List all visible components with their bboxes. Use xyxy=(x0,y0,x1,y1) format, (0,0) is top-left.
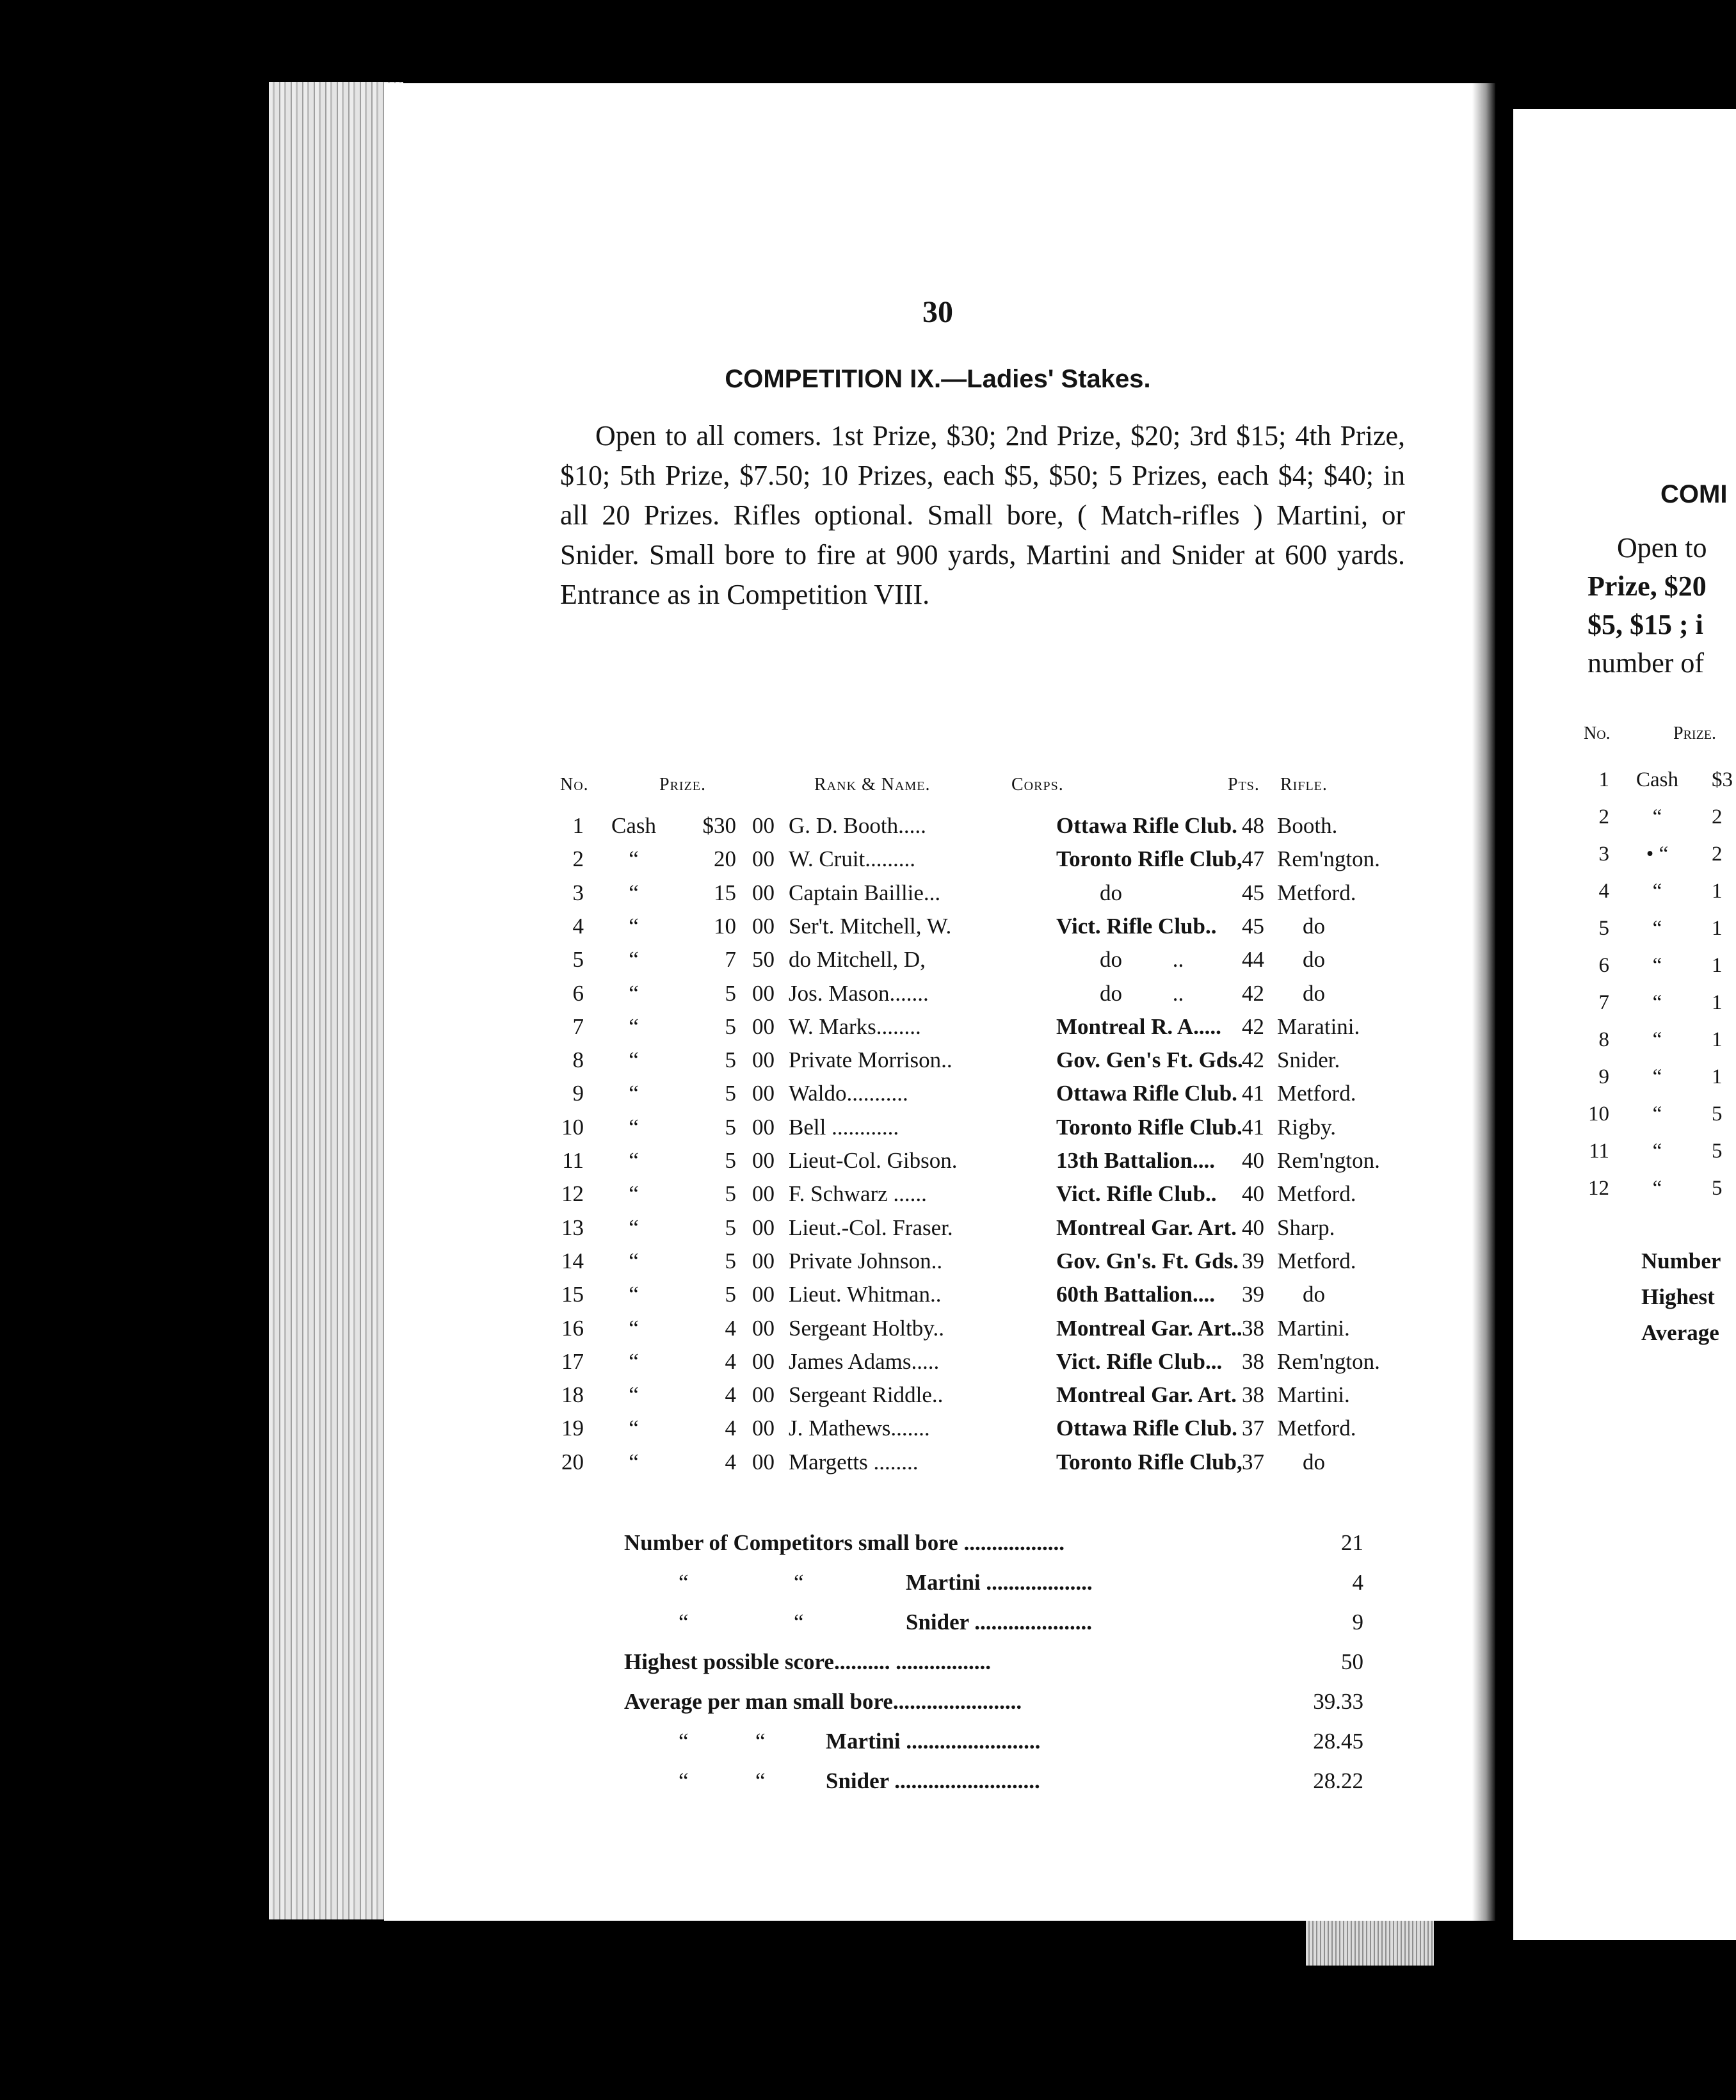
right-cell-no: 7 xyxy=(1598,991,1609,1014)
cell-cents: 50 xyxy=(752,947,775,973)
cell-rank-name: do Mitchell, D, xyxy=(789,947,926,973)
cell-rifle: do xyxy=(1303,1282,1325,1307)
summary-row xyxy=(384,1649,1491,1688)
cell-corps: Toronto Rifle Club. xyxy=(1056,1114,1242,1140)
right-cell-amount: 1 xyxy=(1712,917,1723,940)
summary-row xyxy=(384,1729,1491,1767)
cell-rank-name: W. Cruit......... xyxy=(789,846,916,872)
table-row xyxy=(384,981,1491,1014)
table-row xyxy=(384,1081,1491,1114)
cell-no: 15 xyxy=(561,1282,584,1307)
cell-rifle: Martini. xyxy=(1277,1315,1350,1341)
right-cell-no: 6 xyxy=(1598,954,1609,977)
cell-rank-name: Waldo........... xyxy=(789,1081,908,1106)
cell-cents: 00 xyxy=(752,1282,775,1307)
cell-no: 10 xyxy=(561,1114,584,1140)
cell-rank-name: Sergeant Holtby.. xyxy=(789,1315,945,1341)
competition-description: Open to all comers. 1st Prize, $30; 2nd Prize, $20; 3rd $15; 4th Prize, $10; 5th Prize, $7.50; 10 Prizes, each $5, $50; 5 Prizes, each $4; $40; in all 20 Prizes. Rifles optional. Small bore, ( Match-rifles ) Martini, or Snider. Small bore to fire at 900 yards, Martini and Snider at 600 yards. Entrance as in Competition VIII. xyxy=(560,420,1405,610)
page-stack-bottom xyxy=(1306,1921,1434,1966)
summary-row xyxy=(384,1570,1491,1608)
cell-corps: Montreal Gar. Art. xyxy=(1056,1215,1237,1240)
cell-rank-name: Margetts ........ xyxy=(789,1449,919,1474)
table-row xyxy=(384,846,1491,880)
table-row xyxy=(384,880,1491,914)
cell-rifle: Sharp. xyxy=(1277,1215,1335,1240)
cell-no: 14 xyxy=(561,1248,584,1273)
cell-pts: 37 xyxy=(1242,1416,1264,1441)
cell-cents: 00 xyxy=(752,913,775,939)
cell-rifle: Rem'ngton. xyxy=(1277,1148,1380,1173)
cell-corps: Vict. Rifle Club.. xyxy=(1056,913,1217,939)
cell-pts: 45 xyxy=(1242,880,1264,905)
cell-cents: 00 xyxy=(752,880,775,905)
right-cell-no: 11 xyxy=(1589,1140,1609,1163)
summary-value: 28.45 xyxy=(1313,1729,1363,1754)
cell-pts: 41 xyxy=(1242,1114,1264,1140)
cell-corps: Montreal R. A..... xyxy=(1056,1014,1221,1039)
cell-cents: 00 xyxy=(752,846,775,872)
cell-corps: Gov. Gn's. Ft. Gds. xyxy=(1056,1248,1239,1273)
ditto-mark: “ xyxy=(679,1570,689,1595)
cell-dollars: 15 xyxy=(714,880,736,905)
cell-rank-name: Sergeant Riddle.. xyxy=(789,1382,944,1408)
cell-cents: 00 xyxy=(752,1416,775,1441)
right-cell-no: 8 xyxy=(1598,1028,1609,1051)
table-row xyxy=(384,1248,1491,1282)
cell-no: 12 xyxy=(561,1181,584,1207)
summary-value: 39.33 xyxy=(1313,1689,1363,1714)
cell-pts: 42 xyxy=(1242,1014,1264,1039)
cell-no: 16 xyxy=(561,1315,584,1341)
cell-rank-name: Lieut.-Col. Fraser. xyxy=(789,1215,953,1240)
cell-rank-name: Private Morrison.. xyxy=(789,1047,952,1073)
cell-prize-type: “ xyxy=(629,1282,639,1307)
summary-value: 28.22 xyxy=(1313,1768,1363,1793)
cell-dollars: 5 xyxy=(725,1081,736,1106)
cell-dollars: 5 xyxy=(725,1014,736,1039)
cell-cents: 00 xyxy=(752,1348,775,1374)
cell-prize-type: “ xyxy=(629,1348,639,1374)
cell-pts: 47 xyxy=(1242,846,1264,872)
cell-prize-type: “ xyxy=(629,1449,639,1474)
cell-no: 6 xyxy=(572,980,584,1006)
cell-dollars: 10 xyxy=(714,913,736,939)
cell-rifle: Martini. xyxy=(1277,1382,1350,1408)
cell-corps: Ottawa Rifle Club. xyxy=(1056,1416,1237,1441)
cell-rank-name: G. D. Booth..... xyxy=(789,813,926,838)
cell-rifle: Rigby. xyxy=(1277,1114,1337,1140)
cell-corps: Toronto Rifle Club, xyxy=(1056,846,1242,872)
ditto-mark: “ xyxy=(679,1729,689,1754)
cell-prize-type: “ xyxy=(629,1416,639,1441)
summary-label: Snider .......................... xyxy=(826,1768,1040,1793)
cell-dollars: $30 xyxy=(702,813,736,838)
summary-row xyxy=(384,1610,1491,1648)
table-row xyxy=(384,1148,1491,1181)
cell-prize-type: “ xyxy=(629,1148,639,1173)
table-row xyxy=(384,1382,1491,1416)
cell-corps: do xyxy=(1100,880,1122,905)
cell-prize-type: “ xyxy=(629,1181,639,1207)
cell-pts: 37 xyxy=(1242,1449,1264,1474)
right-cell-amount: 2 xyxy=(1712,843,1723,866)
left-page xyxy=(384,83,1491,1921)
summary-value: 4 xyxy=(1352,1570,1363,1595)
right-page-title: COMI xyxy=(1660,480,1728,508)
summary-value: 9 xyxy=(1352,1610,1363,1635)
cell-prize-type: “ xyxy=(629,947,639,973)
cell-cents: 00 xyxy=(752,1215,775,1240)
cell-corps: do .. xyxy=(1100,980,1184,1006)
cell-no: 8 xyxy=(572,1047,584,1073)
right-cell-prize-type: “ xyxy=(1652,954,1662,977)
header-corps: Corps. xyxy=(1011,775,1064,795)
competition-title: COMPETITION IX.—Ladies' Stakes. xyxy=(725,365,1151,393)
page-number: 30 xyxy=(922,295,953,329)
right-cell-no: 9 xyxy=(1598,1065,1609,1088)
cell-corps: Ottawa Rifle Club. xyxy=(1056,1081,1237,1106)
cell-rifle: Metford. xyxy=(1277,1081,1356,1106)
right-cell-amount: 1 xyxy=(1712,880,1723,903)
header-rifle: Rifle. xyxy=(1280,775,1328,795)
summary-label: Martini ................... xyxy=(906,1570,1093,1595)
cell-prize-type: Cash xyxy=(611,813,656,838)
cell-pts: 38 xyxy=(1242,1382,1264,1408)
cell-corps: 60th Battalion.... xyxy=(1056,1282,1215,1307)
cell-no: 11 xyxy=(562,1148,584,1173)
cell-prize-type: “ xyxy=(629,980,639,1006)
cell-rank-name: Bell ............ xyxy=(789,1114,899,1140)
right-cell-amount: 2 xyxy=(1712,805,1723,828)
table-row xyxy=(384,1014,1491,1047)
cell-cents: 00 xyxy=(752,1148,775,1173)
cell-pts: 42 xyxy=(1242,980,1264,1006)
cell-rifle: do xyxy=(1303,947,1325,973)
summary-row xyxy=(384,1530,1491,1569)
right-cell-prize-type: “ xyxy=(1652,1140,1662,1163)
cell-rank-name: Lieut-Col. Gibson. xyxy=(789,1148,958,1173)
right-cell-amount: 1 xyxy=(1712,954,1723,977)
cell-rank-name: W. Marks........ xyxy=(789,1014,921,1039)
cell-no: 5 xyxy=(572,947,584,973)
ditto-mark: “ xyxy=(679,1768,689,1793)
right-cell-prize-type: “ xyxy=(1652,1177,1662,1200)
cell-cents: 00 xyxy=(752,1248,775,1273)
cell-rifle: do xyxy=(1303,913,1325,939)
summary-value: 21 xyxy=(1341,1530,1363,1555)
right-header-no: No. xyxy=(1584,723,1611,743)
right-cell-prize-type: “ xyxy=(1652,1102,1662,1126)
cell-no: 3 xyxy=(572,880,584,905)
cell-dollars: 5 xyxy=(725,980,736,1006)
cell-dollars: 4 xyxy=(725,1382,736,1408)
right-cell-prize-type: “ xyxy=(1652,991,1662,1014)
summary-row xyxy=(384,1768,1491,1807)
right-cell-amount: $3 xyxy=(1712,768,1733,791)
cell-no: 7 xyxy=(572,1014,584,1039)
cell-rifle: Metford. xyxy=(1277,880,1356,905)
cell-rank-name: Captain Baillie... xyxy=(789,880,941,905)
table-row xyxy=(384,1181,1491,1215)
cell-corps: 13th Battalion.... xyxy=(1056,1148,1215,1173)
cell-no: 18 xyxy=(561,1382,584,1408)
ditto-mark: “ xyxy=(755,1729,766,1754)
cell-dollars: 5 xyxy=(725,1248,736,1273)
right-cell-amount: 5 xyxy=(1712,1102,1723,1126)
cell-corps: Ottawa Rifle Club. xyxy=(1056,813,1237,838)
table-row xyxy=(384,1349,1491,1382)
right-cell-no: 5 xyxy=(1598,917,1609,940)
cell-pts: 40 xyxy=(1242,1215,1264,1240)
right-cell-prize-type: • “ xyxy=(1646,843,1669,866)
cell-pts: 39 xyxy=(1242,1282,1264,1307)
right-cell-amount: 5 xyxy=(1712,1177,1723,1200)
summary-label: Martini ........................ xyxy=(826,1729,1041,1754)
right-cell-amount: 1 xyxy=(1712,991,1723,1014)
right-cell-prize-type: “ xyxy=(1652,880,1662,903)
table-row xyxy=(384,1282,1491,1315)
cell-prize-type: “ xyxy=(629,880,639,905)
cell-no: 2 xyxy=(572,846,584,872)
cell-rifle: Rem'ngton. xyxy=(1277,1348,1380,1374)
table-row xyxy=(384,1115,1491,1148)
cell-rank-name: Private Johnson.. xyxy=(789,1248,943,1273)
right-cell-amount: 1 xyxy=(1712,1028,1723,1051)
right-header-prize: Prize. xyxy=(1673,723,1717,743)
right-page-line: Open to xyxy=(1617,532,1707,563)
header-pts: Pts. xyxy=(1228,775,1260,795)
cell-rifle: do xyxy=(1303,1449,1325,1474)
cell-rank-name: James Adams..... xyxy=(789,1348,940,1374)
right-cell-prize-type: Cash xyxy=(1636,768,1678,791)
cell-pts: 48 xyxy=(1242,813,1264,838)
cell-no: 13 xyxy=(561,1215,584,1240)
summary-row xyxy=(384,1689,1491,1727)
cell-cents: 00 xyxy=(752,1449,775,1474)
right-cell-no: 3 xyxy=(1598,843,1609,866)
table-row xyxy=(384,1450,1491,1483)
cell-rank-name: Ser't. Mitchell, W. xyxy=(789,913,952,939)
table-row xyxy=(384,914,1491,947)
cell-dollars: 5 xyxy=(725,1181,736,1207)
cell-dollars: 5 xyxy=(725,1047,736,1073)
cell-no: 20 xyxy=(561,1449,584,1474)
cell-dollars: 4 xyxy=(725,1416,736,1441)
cell-corps: Toronto Rifle Club, xyxy=(1056,1449,1242,1474)
summary-label: Average per man small bore....................... xyxy=(624,1689,1022,1714)
right-cell-prize-type: “ xyxy=(1652,1065,1662,1088)
cell-dollars: 4 xyxy=(725,1348,736,1374)
cell-rifle: Metford. xyxy=(1277,1248,1356,1273)
cell-cents: 00 xyxy=(752,980,775,1006)
cell-corps: Gov. Gen's Ft. Gds. xyxy=(1056,1047,1243,1073)
cell-corps: Montreal Gar. Art.. xyxy=(1056,1315,1242,1341)
right-cell-prize-type: “ xyxy=(1652,917,1662,940)
cell-dollars: 20 xyxy=(714,846,736,872)
cell-dollars: 5 xyxy=(725,1215,736,1240)
table-row xyxy=(384,813,1491,846)
cell-no: 4 xyxy=(572,913,584,939)
right-cell-no: 10 xyxy=(1588,1102,1609,1126)
header-prize: Prize. xyxy=(659,775,707,795)
cell-corps: Montreal Gar. Art. xyxy=(1056,1382,1237,1408)
cell-pts: 39 xyxy=(1242,1248,1264,1273)
right-cell-prize-type: “ xyxy=(1652,805,1662,828)
right-page-line: Prize, $20 xyxy=(1587,570,1707,602)
right-page xyxy=(1513,109,1736,1940)
cell-dollars: 5 xyxy=(725,1114,736,1140)
cell-prize-type: “ xyxy=(629,1047,639,1073)
cell-rank-name: Lieut. Whitman.. xyxy=(789,1282,942,1307)
summary-label: Snider ..................... xyxy=(906,1610,1093,1635)
cell-prize-type: “ xyxy=(629,1114,639,1140)
right-summary-line: Highest xyxy=(1641,1284,1715,1309)
cell-dollars: 4 xyxy=(725,1449,736,1474)
summary-label: Highest possible score.......... ................. xyxy=(624,1649,991,1674)
cell-pts: 44 xyxy=(1242,947,1264,973)
right-cell-amount: 1 xyxy=(1712,1065,1723,1088)
summary-value: 50 xyxy=(1341,1649,1363,1674)
cell-prize-type: “ xyxy=(629,1382,639,1408)
cell-prize-type: “ xyxy=(629,846,639,872)
cell-prize-type: “ xyxy=(629,1248,639,1273)
cell-prize-type: “ xyxy=(629,913,639,939)
cell-no: 1 xyxy=(572,813,584,838)
cell-rifle: Maratini. xyxy=(1277,1014,1360,1039)
right-cell-no: 1 xyxy=(1598,768,1609,791)
cell-prize-type: “ xyxy=(629,1215,639,1240)
cell-cents: 00 xyxy=(752,1047,775,1073)
right-cell-amount: 5 xyxy=(1712,1140,1723,1163)
table-row xyxy=(384,1215,1491,1248)
cell-cents: 00 xyxy=(752,1181,775,1207)
cell-cents: 00 xyxy=(752,1014,775,1039)
page-stack-edge xyxy=(269,82,403,1919)
right-page-line: $5, $15 ; i xyxy=(1587,609,1703,640)
ditto-mark: “ xyxy=(755,1768,766,1793)
cell-cents: 00 xyxy=(752,1114,775,1140)
ditto-mark: “ xyxy=(679,1610,689,1635)
header-rank-name: Rank & Name. xyxy=(814,775,931,795)
right-summary-line: Number xyxy=(1641,1248,1721,1273)
right-summary-line: Average xyxy=(1641,1320,1719,1345)
cell-rank-name: J. Mathews....... xyxy=(789,1416,930,1441)
cell-rifle: Snider. xyxy=(1277,1047,1340,1073)
cell-dollars: 4 xyxy=(725,1315,736,1341)
right-cell-no: 4 xyxy=(1598,880,1609,903)
table-row xyxy=(384,1416,1491,1449)
cell-rifle: do xyxy=(1303,980,1325,1006)
cell-corps: Vict. Rifle Club.. xyxy=(1056,1181,1217,1207)
cell-dollars: 5 xyxy=(725,1282,736,1307)
table-row xyxy=(384,947,1491,980)
cell-pts: 38 xyxy=(1242,1315,1264,1341)
table-row xyxy=(384,1047,1491,1081)
cell-cents: 00 xyxy=(752,813,775,838)
cell-cents: 00 xyxy=(752,1081,775,1106)
cell-dollars: 5 xyxy=(725,1148,736,1173)
right-cell-prize-type: “ xyxy=(1652,1028,1662,1051)
cell-corps: Vict. Rifle Club... xyxy=(1056,1348,1223,1374)
cell-prize-type: “ xyxy=(629,1081,639,1106)
cell-prize-type: “ xyxy=(629,1014,639,1039)
cell-dollars: 7 xyxy=(725,947,736,973)
ditto-mark: “ xyxy=(794,1610,804,1635)
cell-cents: 00 xyxy=(752,1315,775,1341)
cell-rifle: Rem'ngton. xyxy=(1277,846,1380,872)
right-cell-no: 12 xyxy=(1588,1177,1609,1200)
cell-pts: 38 xyxy=(1242,1348,1264,1374)
cell-corps: do .. xyxy=(1100,947,1184,973)
cell-rank-name: F. Schwarz ...... xyxy=(789,1181,927,1207)
ditto-mark: “ xyxy=(794,1570,804,1595)
cell-rifle: Metford. xyxy=(1277,1416,1356,1441)
cell-rank-name: Jos. Mason....... xyxy=(789,980,929,1006)
cell-pts: 42 xyxy=(1242,1047,1264,1073)
cell-no: 19 xyxy=(561,1416,584,1441)
cell-cents: 00 xyxy=(752,1382,775,1408)
cell-pts: 41 xyxy=(1242,1081,1264,1106)
cell-prize-type: “ xyxy=(629,1315,639,1341)
cell-no: 9 xyxy=(572,1081,584,1106)
header-no: No. xyxy=(560,775,589,795)
right-page-line: number of xyxy=(1587,647,1705,679)
cell-pts: 45 xyxy=(1242,913,1264,939)
cell-no: 17 xyxy=(561,1348,584,1374)
cell-pts: 40 xyxy=(1242,1148,1264,1173)
cell-rifle: Booth. xyxy=(1277,813,1338,838)
summary-label: Number of Competitors small bore .................. xyxy=(624,1530,1065,1555)
right-cell-no: 2 xyxy=(1598,805,1609,828)
table-row xyxy=(384,1316,1491,1349)
cell-pts: 40 xyxy=(1242,1181,1264,1207)
gutter-shadow xyxy=(1472,83,1495,1921)
cell-rifle: Metford. xyxy=(1277,1181,1356,1207)
